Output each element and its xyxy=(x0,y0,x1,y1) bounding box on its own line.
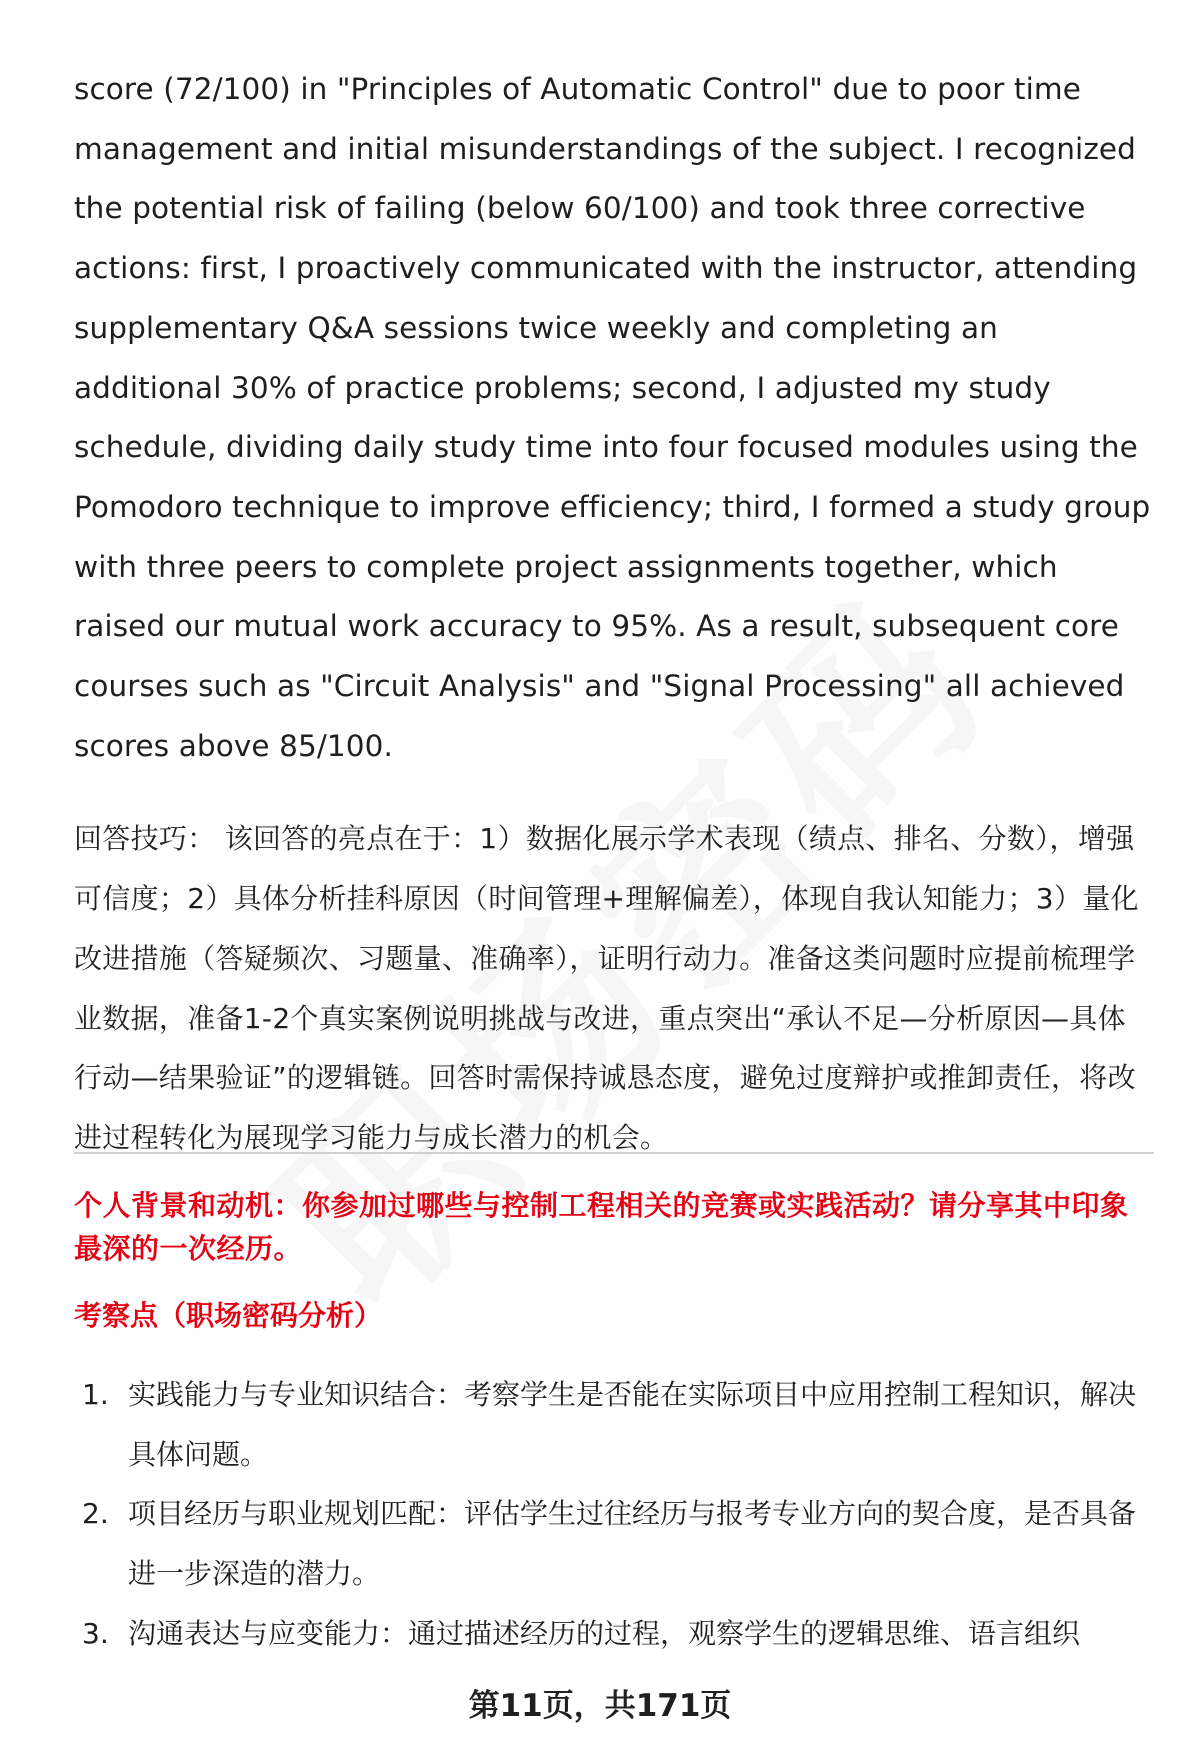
list-item-number: 3. xyxy=(82,1616,109,1650)
list-item-text: 项目经历与职业规划匹配：评估学生过往经历与报考专业方向的契合度，是否具备进一步深造的潜力。 xyxy=(128,1497,1137,1591)
english-answer-paragraph: score (72/100) in "Principles of Automatic Control" due to poor time management and initial misunderstandings of the subject. I recognized the potential risk of failing (below 60/100) and took three corrective actions: first, I proactively communicated with the instructor, attending supplementary Q&A sessions twice weekly and completing an additional 30% of practice problems; second, I adjusted my study schedule, dividing daily study time into four focused modules using the Pomodoro technique to improve efficiency; third, I formed a study group with three peers to complete project assignments together, which raised our mutual work accuracy to 95%. As a result, subsequent core courses such as "Circuit Analysis" and "Signal Processing" all achieved scores above 85/100. xyxy=(74,72,1151,763)
answer-tips-paragraph: 回答技巧： 该回答的亮点在于：1）数据化展示学术表现（绩点、排名、分数），增强可信度；2）具体分析挂科原因（时间管理+理解偏差），体现自我认知能力；3）量化改进措施（答疑频次、习题量、准确率），证明行动力。准备这类问题时应提前梳理学业数据，准备1-2个真实案例说明挑战与改进，重点突出“承认不足—分析原因—具体行动—结果验证”的逻辑链。回答时需保持诚恳态度，避免过度辩护或推卸责任，将改进过程转化为展现学习能力与成长潜力的机会。 xyxy=(74,822,1139,1154)
list-item xyxy=(74,1365,1154,1484)
page-content xyxy=(74,60,1154,1168)
assessment-subheading: 考察点（职场密码分析） xyxy=(74,1299,383,1332)
list-item xyxy=(74,1484,1154,1603)
page-number-footer: 第11页，共171页 xyxy=(468,1688,732,1724)
section-divider xyxy=(74,1152,1154,1154)
list-item-number: 2. xyxy=(82,1497,109,1531)
question-title: 个人背景和动机：你参加过哪些与控制工程相关的竞赛或实践活动？请分享其中印象最深的一次经历。 xyxy=(74,1189,1129,1265)
list-item xyxy=(74,1604,1154,1664)
list-item-text: 实践能力与专业知识结合：考察学生是否能在实际项目中应用控制工程知识，解决具体问题。 xyxy=(128,1378,1137,1471)
list-item-text: 沟通表达与应变能力：通过描述经历的过程，观察学生的逻辑思维、语言组织 xyxy=(128,1616,1081,1650)
assessment-points-list xyxy=(74,1365,1154,1664)
question-section xyxy=(74,1184,1154,1664)
list-item-number: 1. xyxy=(82,1378,109,1411)
